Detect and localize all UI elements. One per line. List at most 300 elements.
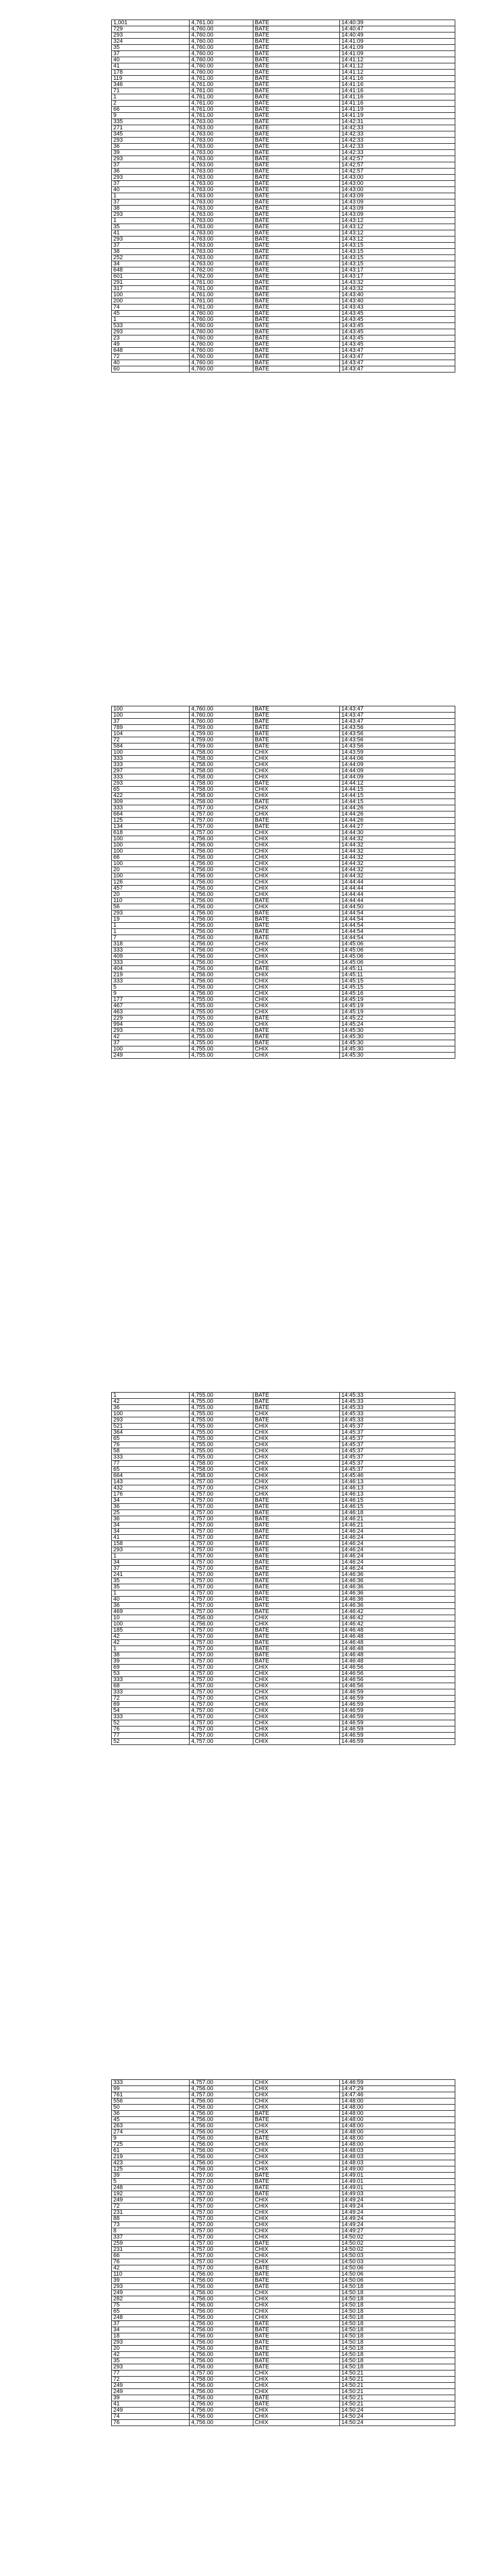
volume-cell: 110 — [112, 898, 190, 904]
price-cell: 4,761.00 — [190, 88, 253, 94]
time-cell: 14:48:00 — [339, 2129, 455, 2136]
price-cell: 4,763.00 — [190, 162, 253, 168]
venue-cell: CHIX — [253, 1696, 339, 1702]
table-row — [112, 1733, 455, 1739]
price-cell: 4,760.00 — [190, 311, 253, 317]
venue-cell: BATE — [253, 1658, 339, 1665]
time-cell: 14:48:00 — [339, 2123, 455, 2129]
table-row — [112, 787, 455, 793]
volume-cell: 34 — [112, 1498, 190, 1504]
venue-cell: BATE — [253, 51, 339, 57]
time-cell: 14:44:30 — [339, 830, 455, 836]
venue-cell: CHIX — [253, 985, 339, 991]
venue-cell: BATE — [253, 168, 339, 175]
time-cell: 14:49:00 — [339, 2166, 455, 2173]
time-cell: 14:50:02 — [339, 2247, 455, 2253]
volume-cell: 36 — [112, 2111, 190, 2117]
venue-cell: BATE — [253, 2327, 339, 2333]
venue-cell: BATE — [253, 63, 339, 70]
time-cell: 14:48:00 — [339, 2136, 455, 2142]
table-row — [112, 2259, 455, 2265]
time-cell: 14:49:24 — [339, 2222, 455, 2228]
venue-cell: CHIX — [253, 2315, 339, 2321]
time-cell: 14:43:32 — [339, 280, 455, 286]
table-row — [112, 1448, 455, 1454]
table-row — [112, 267, 455, 274]
time-cell: 14:43:15 — [339, 243, 455, 249]
venue-cell: BATE — [253, 898, 339, 904]
volume-cell: 789 — [112, 725, 190, 731]
venue-cell: CHIX — [253, 1022, 339, 1028]
volume-cell: 293 — [112, 156, 190, 162]
volume-cell: 100 — [112, 861, 190, 867]
volume-cell: 601 — [112, 274, 190, 280]
table-row — [112, 292, 455, 298]
price-cell: 4,761.00 — [190, 94, 253, 100]
price-cell: 4,757.00 — [190, 2222, 253, 2228]
venue-cell: CHIX — [253, 1708, 339, 1714]
price-cell: 4,757.00 — [190, 2197, 253, 2204]
table-row — [112, 2129, 455, 2136]
time-cell: 14:43:12 — [339, 230, 455, 236]
time-cell: 14:46:59 — [339, 1733, 455, 1739]
table-row — [112, 317, 455, 323]
time-cell: 14:45:19 — [339, 1009, 455, 1015]
table-row — [112, 1467, 455, 1473]
time-cell: 14:45:37 — [339, 1454, 455, 1461]
time-cell: 14:46:36 — [339, 1597, 455, 1603]
table-row — [112, 274, 455, 280]
time-cell: 14:50:21 — [339, 2389, 455, 2395]
venue-cell: BATE — [253, 286, 339, 292]
volume-cell: 76 — [112, 2259, 190, 2265]
time-cell: 14:43:00 — [339, 175, 455, 181]
volume-cell: 41 — [112, 2401, 190, 2408]
volume-cell: 77 — [112, 1733, 190, 1739]
table-row — [112, 1696, 455, 1702]
table-row — [112, 199, 455, 206]
table-row — [112, 947, 455, 954]
volume-cell: 521 — [112, 1423, 190, 1430]
volume-cell: 34 — [112, 261, 190, 267]
table-row — [112, 2105, 455, 2111]
time-cell: 14:44:15 — [339, 793, 455, 799]
volume-cell: 725 — [112, 2142, 190, 2148]
volume-cell: 249 — [112, 1053, 190, 1059]
price-cell: 4,757.00 — [190, 2253, 253, 2259]
table-row — [112, 978, 455, 985]
time-cell: 14:48:00 — [339, 2117, 455, 2123]
venue-cell: BATE — [253, 2352, 339, 2358]
venue-cell: CHIX — [253, 867, 339, 873]
venue-cell: CHIX — [253, 2383, 339, 2389]
volume-cell: 293 — [112, 138, 190, 144]
price-cell: 4,760.00 — [190, 32, 253, 39]
venue-cell: CHIX — [253, 2414, 339, 2420]
volume-cell: 66 — [112, 2253, 190, 2259]
time-cell: 14:46:24 — [339, 1529, 455, 1535]
table-row — [112, 960, 455, 966]
table-row — [112, 1510, 455, 1516]
time-cell: 14:43:12 — [339, 236, 455, 243]
volume-cell: 100 — [112, 842, 190, 849]
time-cell: 14:46:56 — [339, 1665, 455, 1671]
venue-cell: CHIX — [253, 1726, 339, 1733]
time-cell: 14:45:37 — [339, 1467, 455, 1473]
table-row — [112, 2358, 455, 2364]
price-cell: 4,756.00 — [190, 2315, 253, 2321]
volume-cell: 252 — [112, 255, 190, 261]
price-cell: 4,757.00 — [190, 1590, 253, 1597]
volume-cell: 100 — [112, 849, 190, 855]
table-row — [112, 82, 455, 88]
time-cell: 14:45:11 — [339, 972, 455, 978]
venue-cell: CHIX — [253, 1671, 339, 1677]
venue-cell: BATE — [253, 1652, 339, 1658]
price-cell: 4,755.00 — [190, 1405, 253, 1411]
table-row — [112, 88, 455, 94]
table-row — [112, 941, 455, 947]
venue-cell: BATE — [253, 966, 339, 972]
table-row — [112, 1461, 455, 1467]
venue-cell: BATE — [253, 156, 339, 162]
price-cell: 4,756.00 — [190, 2346, 253, 2352]
volume-cell: 333 — [112, 947, 190, 954]
table-row — [112, 2253, 455, 2259]
volume-cell: 69 — [112, 1665, 190, 1671]
time-cell: 14:50:24 — [339, 2414, 455, 2420]
volume-cell: 65 — [112, 1436, 190, 1442]
volume-cell: 248 — [112, 2315, 190, 2321]
price-cell: 4,756.00 — [190, 2420, 253, 2426]
time-cell: 14:46:15 — [339, 1498, 455, 1504]
price-cell: 4,757.00 — [190, 1498, 253, 1504]
venue-cell: CHIX — [253, 972, 339, 978]
price-cell: 4,756.00 — [190, 2333, 253, 2340]
price-cell: 4,756.00 — [190, 2148, 253, 2154]
venue-cell: BATE — [253, 1034, 339, 1040]
volume-cell: 37 — [112, 719, 190, 725]
time-cell: 14:50:21 — [339, 2395, 455, 2401]
table-row — [112, 1442, 455, 1448]
venue-cell: BATE — [253, 82, 339, 88]
price-cell: 4,757.00 — [190, 2370, 253, 2377]
venue-cell: CHIX — [253, 892, 339, 898]
table-row — [112, 1485, 455, 1492]
venue-cell: BATE — [253, 1510, 339, 1516]
time-cell: 14:49:24 — [339, 2210, 455, 2216]
venue-cell: BATE — [253, 113, 339, 119]
time-cell: 14:41:16 — [339, 94, 455, 100]
volume-cell: 61 — [112, 2148, 190, 2154]
price-cell: 4,755.00 — [190, 1454, 253, 1461]
table-row — [112, 26, 455, 32]
venue-cell: BATE — [253, 1417, 339, 1423]
table-row — [112, 335, 455, 342]
table-row — [112, 181, 455, 187]
venue-cell: BATE — [253, 212, 339, 218]
time-cell: 14:43:45 — [339, 329, 455, 335]
venue-cell: BATE — [253, 187, 339, 193]
volume-cell: 291 — [112, 280, 190, 286]
volume-cell: 1 — [112, 1646, 190, 1652]
volume-cell: 100 — [112, 1411, 190, 1417]
table-row — [112, 2136, 455, 2142]
table-row — [112, 224, 455, 230]
venue-cell: BATE — [253, 935, 339, 941]
price-cell: 4,756.00 — [190, 2309, 253, 2315]
table-row — [112, 731, 455, 737]
time-cell: 14:48:03 — [339, 2148, 455, 2154]
venue-cell: BATE — [253, 1393, 339, 1399]
venue-cell: BATE — [253, 2401, 339, 2408]
venue-cell: BATE — [253, 731, 339, 737]
price-cell: 4,755.00 — [190, 1430, 253, 1436]
table-row — [112, 2414, 455, 2420]
venue-cell: CHIX — [253, 2197, 339, 2204]
time-cell: 14:46:36 — [339, 1603, 455, 1609]
volume-cell: 293 — [112, 1547, 190, 1553]
time-cell: 14:40:39 — [339, 20, 455, 26]
time-cell: 14:46:42 — [339, 1621, 455, 1628]
venue-cell: CHIX — [253, 842, 339, 849]
volume-cell: 10 — [112, 1615, 190, 1621]
time-cell: 14:47:29 — [339, 2086, 455, 2092]
table-row — [112, 1671, 455, 1677]
volume-cell: 7 — [112, 935, 190, 941]
time-cell: 14:43:17 — [339, 274, 455, 280]
table-row — [112, 323, 455, 329]
venue-cell: BATE — [253, 725, 339, 731]
venue-cell: BATE — [253, 311, 339, 317]
price-cell: 4,756.00 — [190, 991, 253, 997]
time-cell: 14:41:12 — [339, 70, 455, 76]
price-cell: 4,757.00 — [190, 830, 253, 836]
price-cell: 4,755.00 — [190, 1423, 253, 1430]
venue-cell: BATE — [253, 70, 339, 76]
price-cell: 4,757.00 — [190, 2210, 253, 2216]
time-cell: 14:42:33 — [339, 131, 455, 138]
time-cell: 14:48:03 — [339, 2154, 455, 2160]
time-cell: 14:41:09 — [339, 51, 455, 57]
price-cell: 4,757.00 — [190, 2234, 253, 2241]
time-cell: 14:45:11 — [339, 966, 455, 972]
volume-cell: 259 — [112, 2241, 190, 2247]
table-row — [112, 2080, 455, 2086]
price-cell: 4,760.00 — [190, 354, 253, 360]
price-cell: 4,761.00 — [190, 280, 253, 286]
time-cell: 14:42:33 — [339, 125, 455, 131]
venue-cell: CHIX — [253, 941, 339, 947]
volume-cell: 36 — [112, 1504, 190, 1510]
table-row — [112, 1436, 455, 1442]
table-row — [112, 168, 455, 175]
table-row — [112, 719, 455, 725]
time-cell: 14:44:54 — [339, 929, 455, 935]
time-cell: 14:43:12 — [339, 218, 455, 224]
price-cell: 4,756.00 — [190, 836, 253, 842]
time-cell: 14:46:21 — [339, 1522, 455, 1529]
volume-cell: 100 — [112, 706, 190, 713]
volume-cell: 37 — [112, 243, 190, 249]
price-cell: 4,756.00 — [190, 855, 253, 861]
venue-cell: CHIX — [253, 805, 339, 811]
price-cell: 4,760.00 — [190, 713, 253, 719]
table-row — [112, 1702, 455, 1708]
table-row — [112, 750, 455, 756]
venue-cell: CHIX — [253, 1677, 339, 1683]
volume-cell: 274 — [112, 2129, 190, 2136]
table-row — [112, 187, 455, 193]
table-row — [112, 781, 455, 787]
volume-cell: 297 — [112, 768, 190, 774]
price-cell: 4,757.00 — [190, 1510, 253, 1516]
time-cell: 14:43:47 — [339, 366, 455, 372]
price-cell: 4,756.00 — [190, 2321, 253, 2327]
price-cell: 4,757.00 — [190, 1553, 253, 1560]
table-row — [112, 873, 455, 879]
price-cell: 4,756.00 — [190, 873, 253, 879]
venue-cell: CHIX — [253, 991, 339, 997]
volume-cell: 1 — [112, 923, 190, 929]
price-cell: 4,756.00 — [190, 861, 253, 867]
price-cell: 4,757.00 — [190, 1603, 253, 1609]
price-cell: 4,755.00 — [190, 1028, 253, 1034]
venue-cell: BATE — [253, 1590, 339, 1597]
table-row — [112, 236, 455, 243]
time-cell: 14:46:24 — [339, 1566, 455, 1572]
venue-cell: BATE — [253, 249, 339, 255]
time-cell: 14:49:24 — [339, 2197, 455, 2204]
venue-cell: CHIX — [253, 2247, 339, 2253]
table-row — [112, 1417, 455, 1423]
table-row — [112, 45, 455, 51]
time-cell: 14:49:24 — [339, 2216, 455, 2222]
time-cell: 14:49:24 — [339, 2204, 455, 2210]
price-cell: 4,756.00 — [190, 2117, 253, 2123]
time-cell: 14:46:56 — [339, 1671, 455, 1677]
price-cell: 4,761.00 — [190, 304, 253, 311]
price-cell: 4,757.00 — [190, 1492, 253, 1498]
time-cell: 14:44:32 — [339, 867, 455, 873]
time-cell: 14:50:18 — [339, 2284, 455, 2290]
time-cell: 14:45:24 — [339, 1022, 455, 1028]
table-row — [112, 762, 455, 768]
price-cell: 4,756.00 — [190, 2136, 253, 2142]
venue-cell: BATE — [253, 1646, 339, 1652]
volume-cell: 584 — [112, 743, 190, 750]
table-row — [112, 51, 455, 57]
price-cell: 4,755.00 — [190, 1034, 253, 1040]
volume-cell: 134 — [112, 824, 190, 830]
price-cell: 4,756.00 — [190, 910, 253, 917]
price-cell: 4,757.00 — [190, 1671, 253, 1677]
table-row — [112, 886, 455, 892]
volume-cell: 71 — [112, 88, 190, 94]
price-cell: 4,755.00 — [190, 1448, 253, 1454]
volume-cell: 65 — [112, 1467, 190, 1473]
table-row — [112, 2333, 455, 2340]
venue-cell: BATE — [253, 706, 339, 713]
price-cell: 4,760.00 — [190, 26, 253, 32]
venue-cell: CHIX — [253, 1430, 339, 1436]
venue-cell: BATE — [253, 45, 339, 51]
venue-cell: BATE — [253, 818, 339, 824]
time-cell: 14:46:42 — [339, 1615, 455, 1621]
price-cell: 4,756.00 — [190, 886, 253, 892]
venue-cell: CHIX — [253, 1454, 339, 1461]
table-row — [112, 255, 455, 261]
price-cell: 4,756.00 — [190, 904, 253, 910]
table-row — [112, 107, 455, 113]
price-cell: 4,763.00 — [190, 218, 253, 224]
table-row — [112, 910, 455, 917]
volume-cell: 404 — [112, 966, 190, 972]
price-cell: 4,757.00 — [190, 2265, 253, 2272]
price-cell: 4,756.00 — [190, 947, 253, 954]
table-row — [112, 1615, 455, 1621]
table-row — [112, 1665, 455, 1671]
time-cell: 14:44:44 — [339, 892, 455, 898]
table-row — [112, 2284, 455, 2290]
venue-cell: CHIX — [253, 2092, 339, 2098]
volume-cell: 333 — [112, 1677, 190, 1683]
venue-cell: CHIX — [253, 1053, 339, 1059]
time-cell: 14:43:47 — [339, 719, 455, 725]
time-cell: 14:43:09 — [339, 206, 455, 212]
volume-cell: 293 — [112, 910, 190, 917]
price-cell: 4,757.00 — [190, 2247, 253, 2253]
time-cell: 14:44:54 — [339, 923, 455, 929]
volume-cell: 467 — [112, 1003, 190, 1009]
table-row — [112, 32, 455, 39]
time-cell: 14:41:19 — [339, 107, 455, 113]
table-row — [112, 1597, 455, 1603]
volume-cell: 18 — [112, 2333, 190, 2340]
table-row — [112, 2340, 455, 2346]
venue-cell: CHIX — [253, 811, 339, 818]
volume-cell: 34 — [112, 1529, 190, 1535]
time-cell: 14:46:59 — [339, 1702, 455, 1708]
venue-cell: CHIX — [253, 1448, 339, 1454]
time-cell: 14:46:18 — [339, 1510, 455, 1516]
time-cell: 14:44:32 — [339, 861, 455, 867]
volume-cell: 74 — [112, 304, 190, 311]
price-cell: 4,760.00 — [190, 706, 253, 713]
time-cell: 14:50:21 — [339, 2370, 455, 2377]
time-cell: 14:50:18 — [339, 2302, 455, 2309]
volume-cell: 9 — [112, 2136, 190, 2142]
volume-cell: 126 — [112, 879, 190, 886]
venue-cell: CHIX — [253, 2228, 339, 2234]
time-cell: 14:50:03 — [339, 2259, 455, 2265]
table-row — [112, 329, 455, 335]
venue-cell: BATE — [253, 2395, 339, 2401]
venue-cell: CHIX — [253, 1615, 339, 1621]
volume-cell: 41 — [112, 63, 190, 70]
time-cell: 14:48:03 — [339, 2160, 455, 2166]
time-cell: 14:43:47 — [339, 360, 455, 366]
time-cell: 14:46:56 — [339, 1677, 455, 1683]
time-cell: 14:43:56 — [339, 725, 455, 731]
price-cell: 4,757.00 — [190, 1652, 253, 1658]
time-cell: 14:43:15 — [339, 249, 455, 255]
volume-cell: 77 — [112, 1461, 190, 1467]
volume-cell: 533 — [112, 323, 190, 329]
volume-cell: 409 — [112, 954, 190, 960]
table-row — [112, 904, 455, 910]
time-cell: 14:43:56 — [339, 731, 455, 737]
